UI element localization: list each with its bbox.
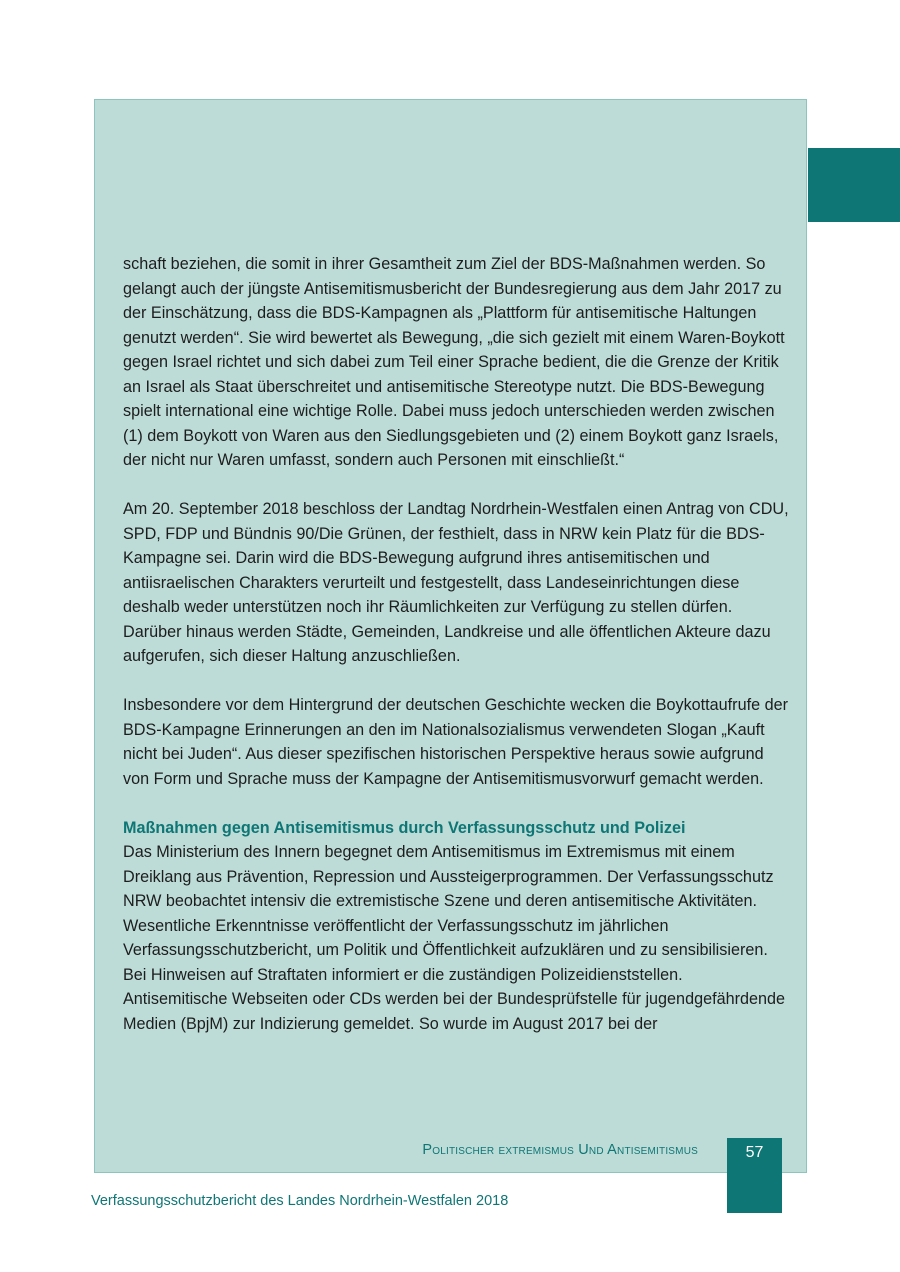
paragraph-ministry-measures: Das Ministerium des Innern begegnet dem Antisemitismus im Extremismus mit einem Dreiklang aus Prävention, Repression und Aussteigerprogrammen. Der Verfassungsschutz NRW beobachtet intensiv die extremistische Szene und deren antisemitische Aktivitäten. Wesentliche Erkenntnisse veröffentlicht der Verfassungsschutz im jährlichen Verfassungsschutzbericht, um Politik und Öffentlichkeit aufzuklären und zu sensibilisieren. Bei Hinweisen auf Straftaten informiert er die zuständigen Polizeidienststellen. Antisemitische Webseiten oder CDs werden bei der Bundesprüfstelle für jugendgefährdende Medien (BpjM) zur Indizierung gemeldet. So wurde im August 2017 bei der — [123, 843, 785, 1033]
paragraph-bds-report: schaft beziehen, die somit in ihrer Gesamtheit zum Ziel der BDS-Maßnahmen werden. So gelangt auch der jüngste Antisemitismusbericht der Bundesregierung aus dem Jahr 2017 zu der Einschätzung, dass die BDS-Kampagnen als „Plattform für antisemitische Haltungen genutzt werden“. Sie wird bewertet als Bewegung, „die sich gezielt mit einem Waren-Boykott gegen Israel richtet und sich dabei zum Teil einer Sprache bedient, die die Grenze der Kritik an Israel als Staat überschreitet und antisemitische Stereotype nutzt. Die BDS-Bewegung spielt international eine wichtige Rolle. Dabei muss jedoch unterschieden werden zwischen (1) dem Boykott von Waren aus den Siedlungsgebieten und (2) einem Boykott ganz Israels, der nicht nur Waren umfasst, sondern auch Personen mit einschließt.“ — [123, 255, 785, 469]
paragraph-landtag-resolution: Am 20. September 2018 beschloss der Landtag Nordrhein-Westfalen einen Antrag von CDU, SPD, FDP und Bündnis 90/Die Grünen, der festhielt, dass in NRW kein Platz für die BDS-Kampagne sei. Darin wird die BDS-Bewegung aufgrund ihres antisemitischen und antiisraelischen Charakters verurteilt und festgestellt, dass Landeseinrichtungen diese deshalb weder unterstützen noch ihr Räumlichkeiten zur Verfügung zu stellen dürfen. Darüber hinaus werden Städte, Gemeinden, Landkreise und alle öffentlichen Akteure dazu aufgerufen, sich dieser Haltung anzuschließen. — [123, 500, 789, 665]
main-text — [123, 252, 789, 1036]
page-number: 57 — [745, 1144, 764, 1161]
running-section-title: Politischer extremismus Und Antisemitismus — [422, 1142, 698, 1158]
section-heading: Maßnahmen gegen Antisemitismus durch Verfassungsschutz und Polizei — [123, 818, 686, 837]
paragraph-historical-context: Insbesondere vor dem Hintergrund der deutschen Geschichte wecken die Boykottaufrufe der BDS-Kampagne Erinnerungen an den im Nationalsozialismus verwendeten Slogan „Kauft nicht bei Juden“. Aus dieser spezifischen historischen Perspektive heraus sowie aufgrund von Form und Sprache muss der Kampagne der Antisemitismusvorwurf gemacht werden. — [123, 696, 788, 788]
page-number-box — [727, 1138, 782, 1213]
publication-title: Verfassungsschutzbericht des Landes Nordrhein-Westfalen 2018 — [91, 1193, 509, 1209]
chapter-tab-marker — [808, 148, 900, 222]
